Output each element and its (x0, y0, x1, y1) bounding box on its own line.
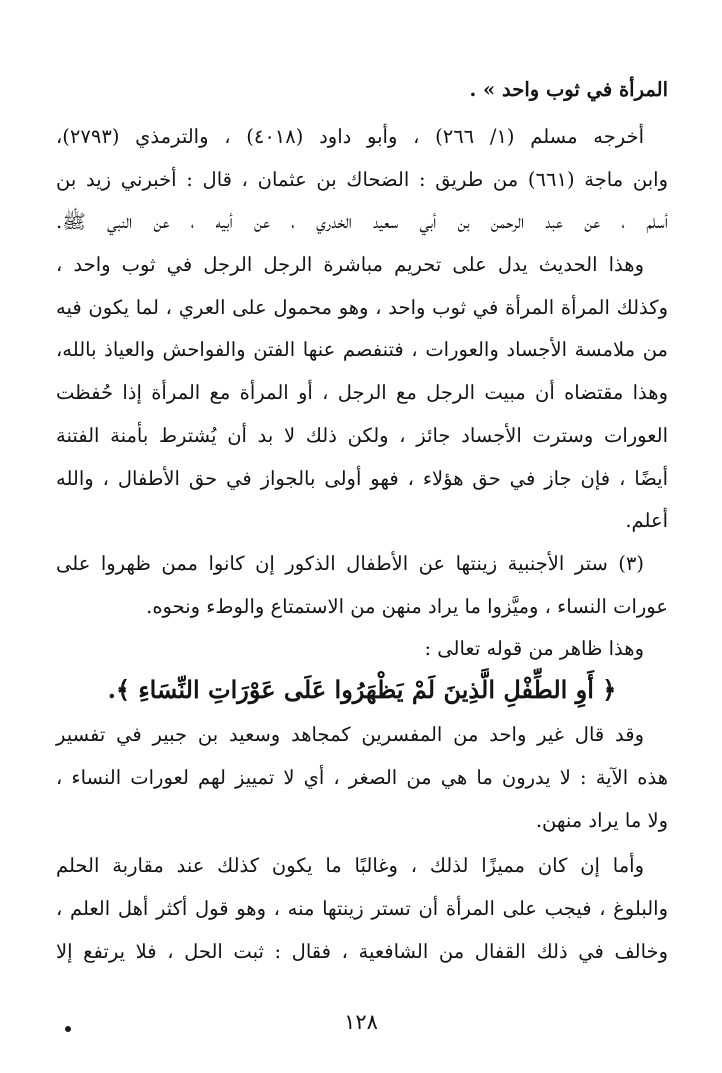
page-number: ١٢٨ (344, 1010, 378, 1034)
text-line: أيضًا ، فإن جاز في حق هؤلاء ، فهو أولى بالجواز في حق الأطفال ، والله (56, 467, 668, 490)
text-line: وهذا مقتضاه أن مبيت الرجل مع الرجل ، أو المرأة مع المرأة إذا حُفظت (56, 381, 668, 404)
text-line: العورات وسترت الأجساد جائز ، ولكن ذلك لا بد أن يُشترط بأمنة الفتنة (56, 424, 668, 447)
text-line: عورات النساء ، وميَّزوا ما يراد منهن من الاستمتاع والوطء ونحوه. (146, 595, 668, 618)
text-line: والبلوغ ، فيجب على المرأة أن تستر زينتها منه ، وهو قول أكثر أهل العلم ، (56, 897, 668, 920)
text-line: ولا ما يراد منهن. (535, 809, 668, 832)
text-line: وخالف في ذلك القفال من الشافعية ، فقال : ثبت الحل ، فلا يرتفع إلا (56, 940, 668, 963)
text-line: أخرجه مسلم (١/ ٢٦٦) ، وأبو داود (٤٠١٨) ، والترمذي (٢٧٩٣)، (56, 125, 644, 148)
text-line: من ملامسة الأجساد والعورات ، فتنفصم عنها الفتن والفواحش والعياذ بالله، (56, 338, 668, 361)
text-line: أسلم ، عن عبد الرحمن بن أبي سعيد الخدري ، عن أبيه ، عن النبي ﷺ. (56, 210, 668, 233)
text-line: وأما إن كان مميزًا لذلك ، وغالبًا ما يكون كذلك عند مقاربة الحلم (56, 854, 644, 877)
text-line: هذه الآية : لا يدرون ما هي من الصغر ، أي لا تمييز لهم لعورات النساء ، (56, 766, 668, 789)
text-line: وهذا الحديث يدل على تحريم مباشرة الرجل الرجل في ثوب واحد ، (56, 253, 644, 276)
quran-verse: ﴿ أَوِ الطِّفْلِ الَّذِينَ لَمْ يَظْهَرُوا عَلَى عَوْرَاتِ النِّسَاءِ ﴾. (107, 675, 617, 704)
text-line: وابن ماجة (٦٦١) من طريق : الضحاك بن عثمان ، قال : أخبرني زيد بن (56, 168, 668, 191)
text-line: وكذلك المرأة المرأة في ثوب واحد ، وهو محمول على العري ، لما يكون فيه (56, 296, 668, 319)
text-line: أعلم. (625, 509, 668, 532)
text-line: وقد قال غير واحد من المفسرين كمجاهد وسعيد بن جبير في تفسير (56, 723, 644, 746)
text-line: المرأة في ثوب واحد » . (469, 78, 668, 101)
printer-dot (65, 1026, 71, 1032)
text-line: (٣) ستر الأجنبية زينتها عن الأطفال الذكور إن كانوا ممن ظهروا على (56, 552, 644, 575)
text-line: وهذا ظاهر من قوله تعالى : (424, 637, 644, 660)
